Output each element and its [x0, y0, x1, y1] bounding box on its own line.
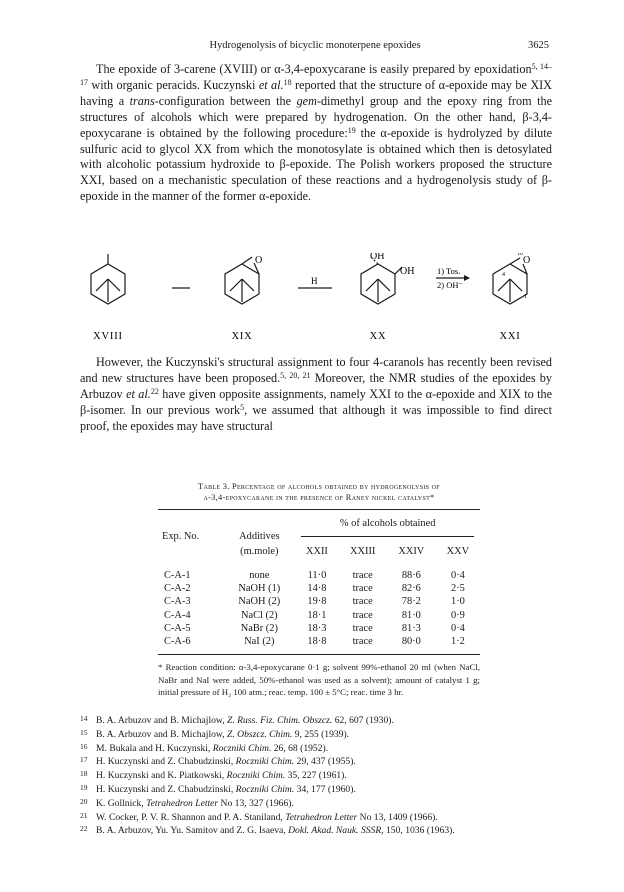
footnote-journal: Z. Obszcz. Chim. [227, 728, 293, 740]
table-cell: 0·9 [451, 609, 465, 621]
table-cell: 0·4 [451, 622, 465, 634]
italic-run: et al. [258, 77, 284, 92]
footnote-number: 22 [80, 824, 88, 834]
table-cell: 18·8 [295, 635, 338, 655]
footnote-text: 150, 1036 (1963). [383, 825, 455, 837]
table-cell: NaI (2) [223, 635, 295, 655]
text-run: -dimethyl group and the epoxy ring from the structures of alcohols which were prepared by hydrogenation. On the other hand, β-3,4-epoxycarane is obtained by the following procedure: [80, 93, 552, 140]
body-paragraph-1 [80, 62, 552, 205]
text-run: have given opposite assignments, namely XXI to the α-epoxide and XIX to the β-isomer. In our previous work [80, 386, 552, 417]
reference-mark: 22 [150, 386, 159, 396]
table-cell: 82·6 [401, 583, 421, 595]
table-cell: 80·0 [387, 635, 436, 655]
table-cell: C-A-1 [164, 570, 191, 581]
footnote-text: H. Kuczynski and K. Piatkowski, [96, 770, 227, 782]
running-title: Hydrogenolysis of bicyclic monoterpene epoxides [209, 40, 421, 51]
footnote-number: 17 [80, 755, 88, 765]
alcohols-table [158, 509, 480, 655]
footnote-number: 16 [80, 741, 88, 751]
page-number: 3625 [528, 40, 549, 51]
table-cell: trace [352, 596, 373, 608]
footnote-journal: Dokl. Akad. Nauk. SSSR, [288, 825, 384, 837]
footnote-item [80, 823, 552, 837]
table-row [158, 622, 480, 635]
column-header-exp: Exp. No. [162, 531, 200, 542]
column-header: XXV [446, 546, 470, 557]
footnote-item [80, 768, 552, 782]
italic-run: et al. [126, 386, 151, 401]
body-paragraph-2 [80, 355, 552, 435]
table-cell: 19·8 [307, 596, 327, 608]
header-cell [223, 510, 295, 530]
compound-label: XIX [231, 331, 253, 342]
footnote-journal: Z. Russ. Fiz. Chim. Obszcz. [227, 715, 333, 726]
table-cell: 14·8 [307, 583, 327, 595]
column-header: XXIV [398, 546, 425, 557]
compound-label: XX [369, 331, 387, 342]
footnote-text: No 13, 1409 (1966). [357, 811, 438, 823]
atom-label: O [255, 255, 263, 266]
table-cell: NaOH (2) [238, 596, 281, 608]
footnote-item [80, 810, 552, 824]
table-cell: C-A-4 [164, 609, 191, 621]
footnote-number: 15 [80, 727, 88, 737]
footnote-item [80, 796, 552, 810]
footnote-item [80, 741, 552, 755]
table-row [158, 582, 480, 595]
footnote-journal: Roczniki Chim. [235, 783, 295, 795]
table-cell: 88·6 [401, 570, 421, 581]
footnote-text: B. A. Arbuzov and B. Michajlow, [96, 728, 228, 740]
text-run: reported that the structure of α-epoxide may be XIX having a [80, 77, 552, 108]
text-run: with organic peracids. Kuczynski [88, 77, 259, 92]
table-cell: trace [352, 583, 373, 595]
column-header: XXII [305, 546, 328, 557]
table-cell: NaBr (2) [240, 622, 278, 634]
footnote-item [80, 727, 552, 741]
table-cell: 0·4 [451, 570, 465, 581]
arrow-label: 1) Tos. [437, 266, 461, 276]
reference-mark: 5, 14–17 [80, 62, 552, 87]
table-cell: NaOH (1) [238, 583, 281, 595]
table-cell: 18·1 [307, 609, 327, 621]
footnote-number: 20 [80, 796, 88, 806]
table-row [158, 635, 480, 655]
footnote-number: 19 [80, 782, 88, 792]
table-cell: trace [352, 570, 373, 581]
table-row [158, 609, 480, 622]
footnote-text: 9, 255 (1939). [292, 728, 350, 740]
table-cell: 81·0 [401, 609, 421, 621]
footnote-text: K. Gollnick, [96, 797, 147, 809]
arrow-label: 2) OH⁻ [437, 280, 463, 290]
structure-xxi [493, 258, 527, 304]
table-cell: 11·0 [307, 570, 327, 581]
locant-label: 1 [524, 294, 527, 300]
header-cell [158, 510, 223, 530]
footnote-text: W. Cocker, P. V. R. Shannon and P. A. Staniland, [96, 811, 286, 823]
footnote-text: H. Kuczynski and Z. Chabudzinski, [96, 783, 236, 795]
footnote-journal: Roczniki Chim. [226, 770, 286, 782]
footnotes [80, 713, 552, 837]
compound-label: XVIII [93, 331, 123, 342]
table-caption-line: α-3,4-epoxycarane in the presence of Raney nickel catalyst* [203, 493, 435, 502]
reference-mark: 5, 20, 21 [280, 370, 311, 380]
footnote-text: 26, 68 (1952). [271, 742, 329, 754]
table-cell: 1·0 [451, 596, 465, 608]
arrow-label: H [311, 276, 318, 286]
table-cell: 81·3 [401, 622, 421, 634]
compound-label: XXI [499, 331, 521, 342]
atom-label: O [523, 255, 531, 266]
footnote-text: B. A. Arbuzov and B. Michajlow, [96, 715, 228, 726]
table-cell: C-A-6 [158, 635, 223, 655]
table-cell: trace [352, 609, 373, 621]
atom-label: OH [400, 266, 415, 277]
footnote-journal: Roczniki Chim. [235, 756, 295, 768]
footnote-text: M. Bukala and H. Kuczynski, [96, 742, 213, 754]
table-cell: trace [339, 635, 387, 655]
table-caption-line: Table 3. Percentage of alcohols obtained by hydrogenolysis of [198, 482, 440, 491]
footnote-item [80, 713, 552, 727]
footnote-text: 34, 177 (1960). [294, 783, 356, 795]
footnote-item [80, 782, 552, 796]
footnote-number: 18 [80, 769, 88, 779]
footnote-journal: Tetrahedron Letter [285, 811, 358, 823]
footnote-text: 29, 437 (1955). [294, 756, 356, 768]
footnote-number: 21 [80, 810, 88, 820]
structure-xx [361, 256, 402, 304]
table-cell: 18·3 [307, 622, 327, 634]
table-cell: NaCl (2) [241, 609, 278, 621]
reference-mark: 5 [240, 402, 245, 412]
reaction-scheme [80, 253, 552, 353]
footnote-journal: Roczniki Chim. [212, 742, 272, 754]
text-run: the α-epoxide is hydrolyzed by dilute sulfuric acid to glycol XX from which the monotosylate is obtained which then is detosylated with alcoholic potassium hydroxide to β-epoxide. The Polish workers proposed the structure XXI, based on a mechanistic speculation of these reactions and a hydrogenolysis study of β-epoxide in the manner of the former α-epoxide. [80, 125, 552, 204]
structure-xviii [91, 254, 125, 304]
text-run: However, the Kuczynski's structural assignment to four 4-caranols has recently been revised and new structures have been proposed. [80, 355, 552, 385]
table-row [158, 569, 480, 582]
table-caption [158, 481, 480, 503]
text-run: Moreover, the NMR studies of the epoxides by Arbuzov [80, 370, 552, 401]
italic-run: trans [129, 93, 155, 108]
column-header: XXIII [349, 546, 376, 557]
footnote-number: 14 [80, 714, 88, 723]
header-cell [158, 544, 223, 563]
scheme-drawing [80, 253, 552, 353]
table-cell: none [249, 570, 270, 581]
text-run: The epoxide of 3-carene (XVIII) or α-3,4-epoxycarane is easily prepared by epoxidation [96, 62, 532, 76]
footnote-text: 62, 607 (1930). [332, 715, 394, 726]
text-run: -configuration between the [154, 93, 297, 108]
footnote-text: No 13, 327 (1966). [218, 797, 294, 809]
italic-run: gem [296, 93, 317, 108]
table-cell: 2·5 [451, 583, 465, 595]
footnote-item [80, 754, 552, 768]
locant-label: 10 [517, 253, 523, 257]
atom-label: OH [370, 253, 385, 262]
text-run: , we assumed that although it was impossible to find direct proof, the epoxides may have structural [80, 402, 552, 433]
reference-mark: 18 [283, 77, 292, 87]
structure-xix [225, 257, 259, 304]
table-cell: 1·2 [436, 635, 480, 655]
locant-label: 4 [502, 272, 505, 278]
footnote-journal: Tetrahedron Letter [146, 797, 219, 809]
table-row [158, 595, 480, 608]
footnote-text: B. A. Arbuzov, Yu. Yu. Samitov and Z. G. Isaeva, [96, 825, 289, 837]
table-cell: C-A-2 [164, 583, 191, 595]
table-cell: 78·2 [401, 596, 421, 608]
footnote-text: H. Kuczynski and Z. Chabudzinski, [96, 756, 236, 768]
column-header-additives-unit: (m.mole) [240, 546, 279, 557]
table-cell: C-A-5 [164, 622, 191, 634]
table-3 [158, 481, 480, 698]
header-group-cell: % of alcohols obtained [295, 510, 480, 530]
reference-mark: 19 [347, 125, 356, 135]
table-cell: trace [352, 622, 373, 634]
table-footnote: * Reaction condition: α-3,4-epoxycarane 0·1 g; solvent 99%-ethanol 20 ml (when NaCl, NaBr and NaI were added, 50%-ethanol was used as a solvent); amount of catalyst 1 g; initial pressure of H₂ 100 atm.; reac. temp. 100 ± 5°C; reac. time 3 hr. [158, 662, 480, 697]
table-cell: C-A-3 [164, 596, 191, 608]
footnote-text: 35, 227 (1961). [285, 770, 347, 782]
column-header-additives: Additives [239, 531, 280, 542]
